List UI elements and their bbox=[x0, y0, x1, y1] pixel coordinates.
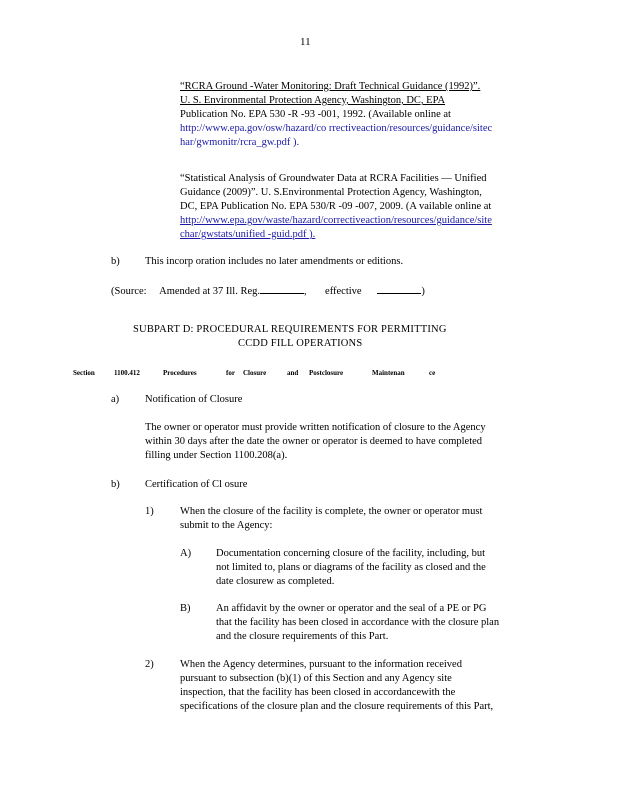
section-word-3: Closure bbox=[243, 369, 267, 377]
source-prefix: (Source: bbox=[111, 286, 147, 297]
ref1-url-line-1[interactable]: http://www.epa.gov/osw/hazard/co rrectiveaction/resources/guidance/sitec bbox=[180, 123, 493, 134]
subpart-heading-line-2: CCDD FILL OPERATIONS bbox=[238, 338, 363, 349]
subsection-b-label: b) bbox=[111, 479, 120, 490]
item-1B-line-1: An affidavit by the owner or operator and the seal of a PE or PG bbox=[216, 603, 487, 614]
subsection-a-line-3: filling under Section 1100.208(a). bbox=[145, 450, 288, 461]
ref2-line-1: “Statistical Analysis of Groundwater Data at RCRA Facilities — Unified bbox=[180, 173, 487, 184]
section-word-5: Postclosure bbox=[309, 369, 344, 377]
item-1B-label: B) bbox=[180, 603, 191, 614]
effective-blank bbox=[377, 284, 421, 294]
item-2-line-1: When the Agency determines, pursuant to the information received bbox=[180, 659, 462, 670]
ref2-url-line-2[interactable]: char/gwstats/unified -guid.pdf ). bbox=[180, 229, 316, 240]
section-label: Section bbox=[73, 369, 95, 377]
item-2-line-2: pursuant to subsection (b)(1) of this Section and any Agency site bbox=[180, 673, 452, 684]
item-1A-line-2: not limited to, plans or diagrams of the facility as closed and the bbox=[216, 562, 486, 573]
item-1B-line-2: that the facility has been closed in accordance with the closure plan bbox=[216, 617, 500, 628]
section-word-4: and bbox=[287, 369, 299, 377]
source-close: ) bbox=[421, 286, 425, 297]
subsection-a-line-2: within 30 days after the date the owner or operator is deemed to have completed bbox=[145, 436, 483, 447]
ref1-line-3: Publication No. EPA 530 -R -93 -001, 1992. (Available online at bbox=[180, 109, 451, 120]
section-word-2: for bbox=[226, 369, 235, 377]
ref2-line-3: DC, EPA Publication No. EPA 530/R -09 -007, 2009. (A vailable online at bbox=[180, 201, 492, 212]
reg-blank bbox=[260, 284, 304, 294]
source-effective: effective bbox=[325, 286, 362, 297]
item-1-label: 1) bbox=[145, 506, 154, 517]
section-word-6: Maintenan bbox=[372, 369, 405, 377]
ref1-line-2: U. S. Environmental Protection Agency, Washington, DC, EPA bbox=[180, 95, 446, 106]
item-1A-line-1: Documentation concerning closure of the facility, including, but bbox=[216, 548, 486, 559]
subpart-heading-line-1: SUBPART D: PROCEDURAL REQUIREMENTS FOR PERMITTING bbox=[133, 324, 447, 335]
incorporation-label: b) bbox=[111, 256, 120, 267]
section-word-7: ce bbox=[429, 369, 436, 377]
item-1-line-2: submit to the Agency: bbox=[180, 520, 273, 531]
item-2-line-4: specifications of the closure plan and the closure requirements of this Part, bbox=[180, 701, 494, 712]
item-1-line-1: When the closure of the facility is complete, the owner or operator must bbox=[180, 506, 483, 517]
item-1A-line-3: date closurew as completed. bbox=[216, 576, 335, 587]
section-number: 1100.412 bbox=[114, 369, 140, 377]
section-word-1: Procedures bbox=[163, 369, 197, 377]
ref1-url-line-2[interactable]: har/gwmonitr/rcra_gw.pdf ). bbox=[180, 137, 300, 148]
ref1-line-1: “RCRA Ground -Water Monitoring: Draft Technical Guidance (1992)”. bbox=[180, 81, 481, 92]
item-2-label: 2) bbox=[145, 659, 154, 670]
subsection-a-label: a) bbox=[111, 394, 120, 405]
ref2-url-line-1[interactable]: http://www.epa.gov/waste/hazard/correctiveaction/resources/guidance/site bbox=[180, 215, 492, 226]
item-1A-label: A) bbox=[180, 548, 192, 559]
ref2-line-2: Guidance (2009)”. U. S.Environmental Protection Agency, Washington, bbox=[180, 187, 482, 198]
incorporation-text: This incorp oration includes no later amendments or editions. bbox=[145, 256, 404, 267]
page-number: 11 bbox=[300, 36, 311, 48]
source-line: (Source: Amended at 37 Ill. Reg. , effective ) bbox=[111, 286, 425, 297]
subsection-b-heading: Certification of Cl osure bbox=[145, 479, 248, 490]
item-1B-line-3: and the closure requirements of this Part. bbox=[216, 631, 389, 642]
source-amended: Amended at 37 Ill. Reg. bbox=[159, 286, 261, 297]
subsection-a-heading: Notification of Closure bbox=[145, 394, 243, 405]
subsection-a-line-1: The owner or operator must provide written notification of closure to the Agency bbox=[145, 422, 486, 433]
item-2-line-3: inspection, that the facility has been closed in accordancewith the bbox=[180, 687, 456, 698]
